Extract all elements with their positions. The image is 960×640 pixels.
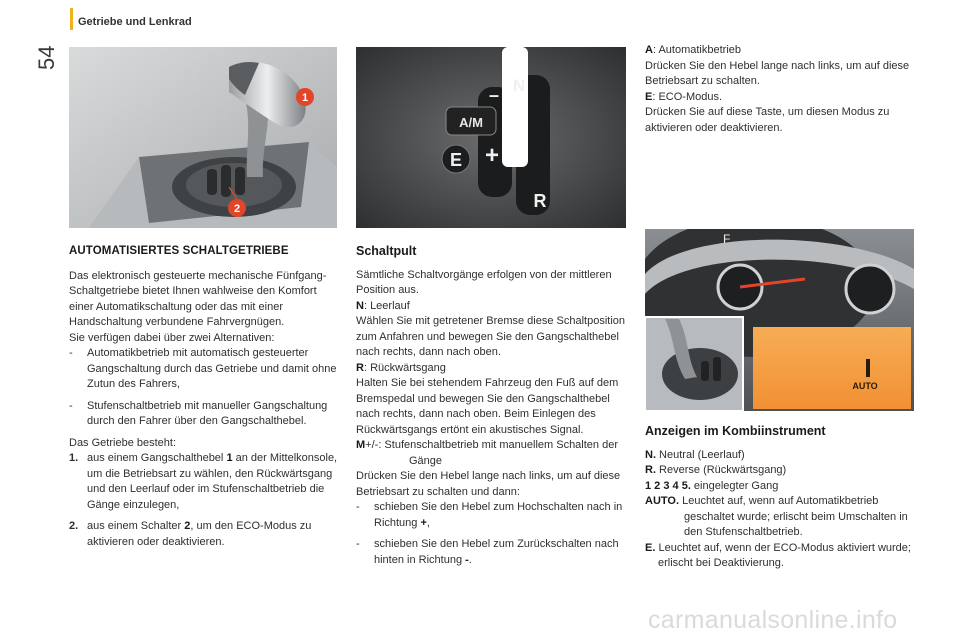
page-number: 54 [34,45,59,70]
manual-description: Drücken Sie den Hebel lange nach links, um auf diese Betriebsart zu schalten und dann: [356,470,621,498]
eco-mode-label: E: ECO-Modus. [645,90,723,103]
column-shift-gate [356,244,628,568]
reverse-label: R: Rückwärtsgang [356,361,446,374]
indicator-eco: E. Leuchtet auf, wenn der ECO-Modus aktiviert wurde; erlischt bei Deaktivierung. [645,541,911,569]
callout-2: 2 [233,203,241,215]
list-item: - Stufenschaltbetrieb mit manueller Gangschaltung durch den Fahrer über den Gangschalthebel. [69,399,328,427]
instrument-cluster-drawing [645,229,914,411]
gate-label-r: R [533,191,547,211]
neutral-label: N: Leerlauf [356,299,410,312]
gate-label-e: E [449,150,463,170]
gate-label-minus: – [488,85,500,105]
fuel-label: F [723,232,731,246]
gate-intro: Sämtliche Schaltvorgänge erfolgen von der mittleren Position aus. [356,268,612,296]
column-modes [645,43,917,136]
indicator-reverse: R. Reverse (Rückwärtsgang) [645,464,787,476]
instrument-cluster-illustration [645,229,914,411]
eco-mode-description: Drücken Sie auf diese Taste, um diesen Modus zu aktivieren oder deaktivieren. [645,106,890,134]
section-heading-automated-gearbox: AUTOMATISIERTES SCHALTGETRIEBE [69,245,289,257]
list-item: - schieben Sie den Hebel zum Hochschalten nach in Richtung +, [356,501,623,529]
section-heading-cluster: Anzeigen im Kombiinstrument [645,424,826,438]
neutral-description: Wählen Sie mit getretener Bremse diese Schaltposition zum Anfahren und bewegen Sie den Gangschalthebel nach rechts, dann nach oben. [356,315,626,358]
indicator-neutral: N. Neutral (Leerlauf) [645,448,745,461]
callout-1: 1 [301,92,309,104]
chapter-accent-bar [70,8,73,30]
list-item: - schieben Sie den Hebel zum Zurückschalten nach hinten in Richtung -. [356,538,619,566]
lcd-mode: AUTO [852,381,878,391]
auto-mode-description: Drücken Sie den Hebel lange nach links, um auf diese Betriebsart zu schalten. [645,59,910,87]
auto-mode-label: A: Automatikbetrieb [645,44,742,56]
gate-label-plus: + [484,142,500,169]
manual-label: M+/-: Stufenschaltbetrieb mit manuellem Schalten der Gänge [356,439,618,467]
consists-label: Das Getriebe besteht: [69,436,177,449]
gear-lever-illustration [69,47,337,228]
indicator-gears: 1 2 3 4 5. eingelegter Gang [645,479,779,492]
intro-paragraph: Das elektronisch gesteuerte mechanische Fünfgang-Schaltgetriebe bietet Ihnen wahlweise den Komfort einer Automatikschaltung oder das mit einer Handschaltung verbundene Fahrvergnügen. [69,269,327,328]
column-cluster-indicators [645,424,917,572]
gear-gate-drawing [356,47,626,228]
chapter-title: Getriebe und Lenkrad [78,16,192,28]
gear-lever-drawing [69,47,337,228]
column-automatic-gearbox [69,244,341,550]
gear-gate-illustration [356,47,626,228]
indicator-auto: AUTO. Leuchtet auf, wenn auf Automatikbetrieb geschaltet wurde; erlischt beim Umschalten in den Stufenschaltbetrieb. [645,495,908,538]
gate-label-n: N [512,76,526,95]
reverse-description: Halten Sie bei stehendem Fahrzeug den Fuß auf dem Bremspedal und bewegen Sie den Gangschalthebel nach rechts, dann nach oben. Beim Einlegen des Rückwärtsgangs ertönt ein akustisches Signal. [356,377,619,436]
gate-label-am: A/M [459,115,483,130]
alternatives-intro: Sie verfügen dabei über zwei Alternativen: [69,331,275,344]
section-heading-schaltpult: Schaltpult [356,244,417,258]
watermark: carmanualsonline.info [648,606,898,634]
list-item: 2. aus einem Schalter 2, um den ECO-Modus zu aktivieren oder deaktivieren. [69,520,312,548]
list-item: - Automatikbetrieb mit automatisch gesteuerter Gangschaltung durch das Getriebe und damit ohne Zutun des Fahrers, [69,347,337,390]
list-item: 1. aus einem Gangschalthebel 1 an der Mittelkonsole, um die Betriebsart zu wählen, den Rückwärtsgang und den Leerlauf oder im Stufenschaltbetrieb die Gänge einzulegen, [69,452,338,511]
